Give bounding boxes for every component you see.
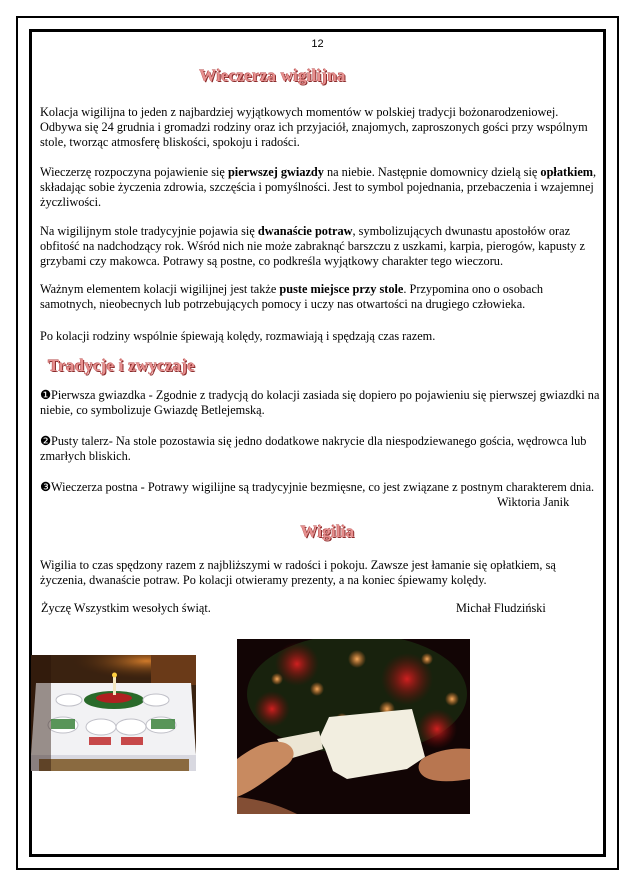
paragraph-carols: Po kolacji rodziny wspólnie śpiewają kolędy, rozmawiają i spędzają czas razem.	[40, 329, 436, 343]
number-one-bullet-icon: ❶	[40, 388, 52, 402]
heading-wigilia: Wigilia	[300, 522, 355, 541]
paragraph-first-star: Wieczerzę rozpoczyna pojawienie się pierwszej gwiazdy na niebie. Następnie domownicy dzielą się opłatkiem, składając sobie życzenia zdrowia, szczęścia i pomyślności. Jest to symbol pojednania, przebaczenia i wzajemnej życzliwości.	[40, 165, 597, 210]
page-number: 12	[311, 38, 324, 50]
list-item: ❷Pusty talerz- Na stole pozostawia się jedno dodatkowe nakrycie dla niespodziewanego gościa, wędrowca lub zmarłych bliskich.	[40, 434, 587, 464]
list-item: ❶Pierwsza gwiazdka - Zgodnie z tradycją do kolacji zasiada się dopiero po pojawieniu się pierwszej gwiazdki na niebie, co symbolizuje Gwiazdę Betlejemską.	[40, 388, 600, 418]
paragraph-intro: Kolacja wigilijna to jeden z najbardziej wyjątkowych momentów w polskiej tradycji bożonarodzeniowej. Odbywa się 24 grudnia i gromadzi rodziny oraz ich przyjaciół, znajomych, zaproszonych gości przy wspólnym stole, tworząc atmosferę bliskości, spokoju i radości.	[40, 105, 588, 150]
oplatek-sharing-photo	[237, 639, 470, 814]
paragraph-wigilia: Wigilia to czas spędzony razem z najbliższymi w radości i pokoju. Zawsze jest łamanie się opłatkiem, są życzenia, dwanaście potraw. Po kolacji otwieramy prezenty, a na koniec śpiewamy kolędy.	[40, 558, 556, 588]
heading-tradycje-i-zwyczaje: Tradycje i zwyczaje	[48, 356, 195, 375]
number-three-bullet-icon: ❸	[40, 480, 52, 494]
heading-wieczerza-wigilijna: Wieczerza wigilijna	[199, 66, 346, 85]
author-michal-fludzinski: Michał Fludziński	[456, 601, 546, 615]
paragraph-empty-seat: Ważnym elementem kolacji wigilijnej jest także puste miejsce przy stole. Przypomina ono o osobach samotnych, nieobecnych lub potrzebujących pomocy i uczy nas otwartości na drugiego człowieka.	[40, 282, 544, 312]
paragraph-twelve-dishes: Na wigilijnym stole tradycyjnie pojawia się dwanaście potraw, symbolizujących dwunastu apostołów oraz obfitość na nadchodzący rok. Wśród nich nie może zabraknąć barszczu z uszkami, karpia, pierogów, kapusty z grzybami czy makowca. Potrawy są postne, co podkreśla wyjątkowy charakter tego wieczoru.	[40, 224, 585, 269]
author-wiktoria-janik: Wiktoria Janik	[497, 495, 570, 509]
christmas-table-photo	[31, 655, 196, 771]
closing-wishes: Życzę Wszystkim wesołych świąt.	[41, 601, 211, 615]
number-two-bullet-icon: ❷	[40, 434, 52, 448]
list-item: ❸Wieczerza postna - Potrawy wigilijne są tradycyjnie bezmięsne, co jest związane z postnym charakterem dnia.	[40, 480, 595, 494]
